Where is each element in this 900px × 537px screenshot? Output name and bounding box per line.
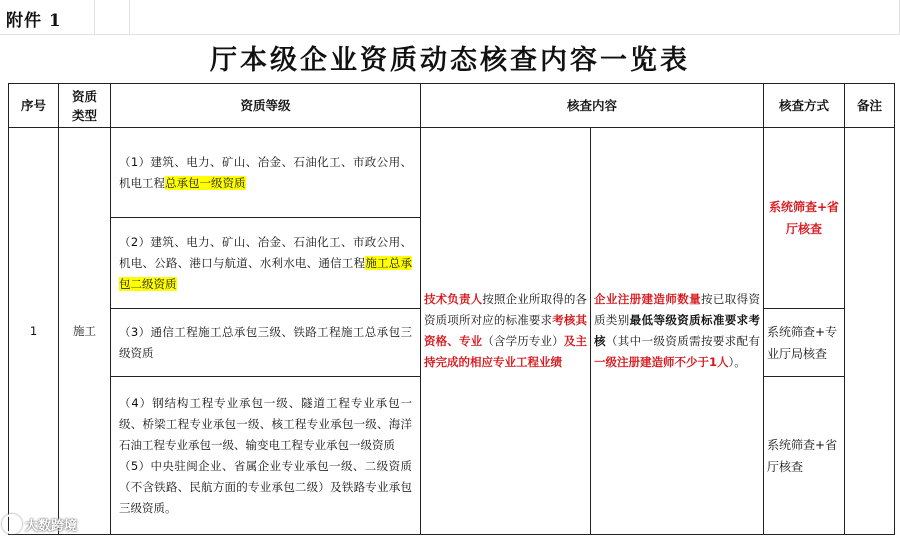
header-seq: 序号 [9, 84, 59, 128]
grade-item-1 [111, 128, 421, 218]
grade-item-2 [111, 218, 421, 309]
grade-text: （1）建筑、电力、矿山、冶金、石油化工、市政公用、机电工程 [119, 154, 412, 190]
inspection-table [8, 83, 895, 535]
header-remark: 备注 [845, 84, 895, 128]
content-text: ）。 [728, 355, 746, 369]
grade-highlight: 施工总承包二级资质 [119, 255, 412, 291]
content-text: （含学历专业） [482, 334, 564, 348]
grade-item-3: （3）通信工程施工总承包三级、铁路工程施工总承包三级资质 [111, 309, 421, 377]
content-text: 按照企业所取得的各资质项所对应的标准要求 [424, 292, 588, 327]
remark-cell [845, 128, 895, 535]
header-method: 核查方式 [764, 84, 845, 128]
spreadsheet-header-grid [0, 0, 900, 35]
header-type [59, 84, 111, 128]
content-red-text: 企业注册建造师数量 [594, 292, 701, 306]
grid-cell [130, 0, 900, 35]
content-red-text: 技术负责人 [424, 292, 483, 306]
grade-highlight: 总承包一级资质 [165, 175, 246, 190]
method-cell-2: 系统筛查+专业厅局核查 [764, 309, 845, 377]
watermark-text: 大数跨境 [25, 518, 78, 534]
table-row [9, 128, 895, 218]
content-red-text: 考核其资格、专业 [424, 313, 588, 348]
page-title: 厅本级企业资质动态核查内容一览表 [210, 45, 690, 76]
attachment-label: 附件 1 [6, 11, 62, 31]
table-header-row [9, 84, 895, 128]
seq-cell: 1 [9, 128, 59, 535]
watermark [2, 514, 77, 534]
content-bold-text: 最低等级资质标准要求考核 [594, 313, 761, 348]
content-text: 按已取得资质类别 [594, 292, 761, 327]
grade-item-4-5 [111, 377, 421, 535]
header-grade: 资质等级 [111, 84, 421, 128]
method-cell-1: 系统筛查+省厅核查 [764, 128, 845, 309]
method-cell-3: 系统筛查+省厅核查 [764, 377, 845, 535]
content-constructor-count [591, 128, 764, 535]
content-technical-lead [421, 128, 591, 535]
content-red-text: 及主持完成的相应专业工程业绩 [424, 334, 588, 369]
watermark-logo-icon [2, 514, 22, 534]
header-type-text: 资质类型 [71, 88, 97, 123]
grade-text: （4）钢结构工程专业承包一级、隧道工程专业承包一级、桥梁工程专业承包一级、核工程专业承包一级、海洋石油工程专业承包一级、输变电工程专业承包一级资质 [119, 395, 412, 452]
content-red-text: 一级注册建造师不少于1人 [594, 355, 729, 369]
content-text: （其中一级资质需按要求配有 [605, 334, 761, 348]
header-content: 核查内容 [421, 84, 764, 128]
grade-text: （5）中央驻闽企业、省属企业专业承包一级、二级资质（不含铁路、民航方面的专业承包二级）及铁路专业承包三级资质。 [119, 458, 412, 515]
grade-text: （2）建筑、电力、矿山、冶金、石油化工、市政公用、机电、公路、港口与航道、水利水电、通信工程 [119, 234, 412, 270]
type-cell: 施工 [59, 128, 111, 535]
grid-cell [95, 0, 130, 35]
